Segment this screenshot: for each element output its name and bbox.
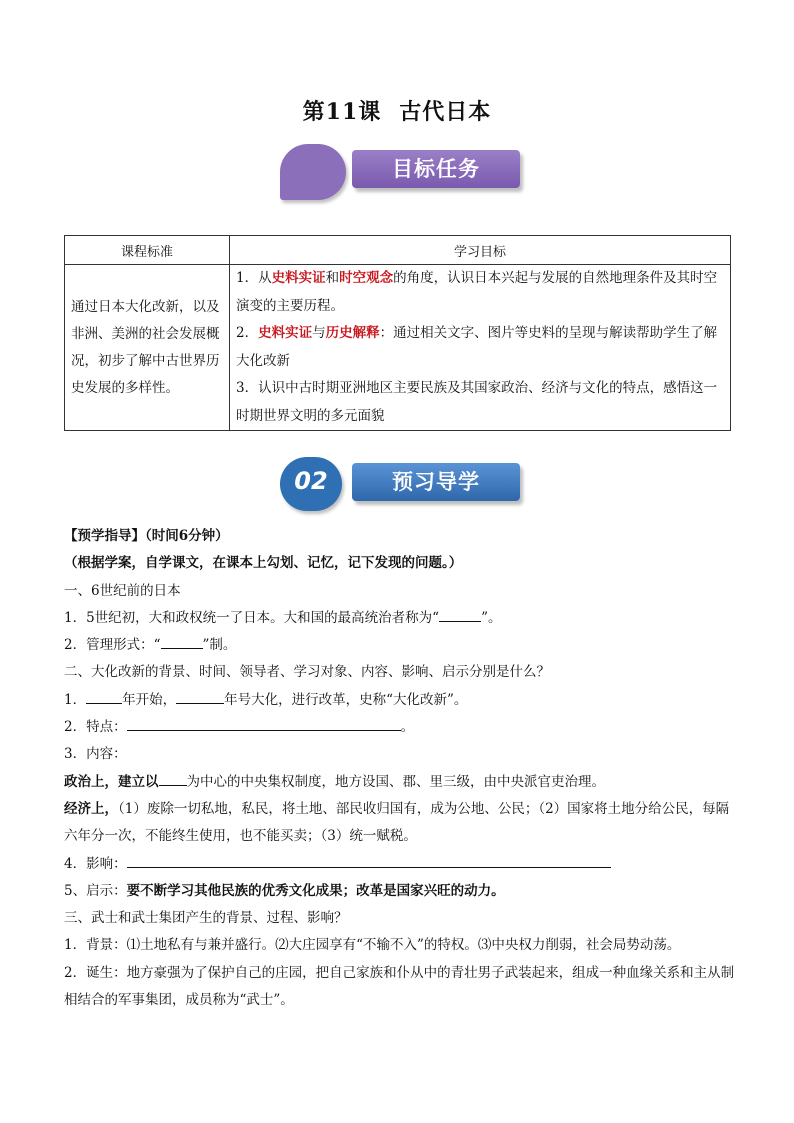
answer-blank[interactable] [86,689,122,704]
objective-1: 1．从史料实证和时空观念的角度，认识日本兴起与发展的自然地理条件及其时空演变的主要历程。 [236,270,718,314]
header-standard: 课程标准 [65,236,230,265]
standard-cell: 通过日本大化改新，以及非洲、美洲的社会发展概况，初步了解中古世界历史发展的多样性。 [65,265,230,431]
section-3-title: 三、武士和武士集团产生的背景、过程、影响？ [64,910,348,927]
preview-banner [280,455,525,515]
answer-blank[interactable] [127,716,401,731]
page-title [0,95,794,126]
s1-q2: 2．管理形式：“ ”制。 [64,632,736,659]
answer-blank[interactable] [159,771,187,786]
answer-blank[interactable] [439,607,481,622]
lesson-name: 古代日本 [399,99,492,125]
answer-blank[interactable] [127,853,611,868]
s3-q1: 1．背景：⑴土地私有与兼并盛行。⑵大庄园享有“不输不入”的特权。⑶中央权力削弱，社会局势动荡。 [64,937,681,954]
s3-q2: 2．诞生：地方豪强为了保护自己的庄园，把自己家族和仆从中的青壮男子武装起来，组成一种血缘关系和主从制相结合的军事集团，成员称为“武士”。 [64,964,735,1009]
s2-politics: 政治上，建立以 为中心的中央集权制度，地方设国、郡、里三级，由中央派官吏治理。 [64,769,736,796]
s2-q4: 4．影响： [64,851,736,878]
guide-instruction: （根据学案，自学课文，在课本上勾划、记忆，记下发现的问题。） [64,555,463,572]
target-banner-label: 目标任务 [352,150,520,188]
section-2-title: 二、大化改新的背景、时间、领导者、学习对象、内容、影响、启示分别是什么？ [64,664,550,681]
objective-3: 3．认识中古时期亚洲地区主要民族及其国家政治、经济与文化的特点，感悟这一时期世界文明的多元面貌 [236,380,718,424]
section-1-title: 一、6世纪前的日本 [64,582,181,599]
answer-blank[interactable] [176,689,224,704]
lesson-number: 第11课 [302,99,382,125]
target-banner [280,142,525,202]
preview-banner-label: 预习导学 [352,463,520,501]
objective-2: 2．史料实证与历史解释：通过相关文字、图片等史料的呈现与解读帮助学生了解大化改新 [236,325,718,369]
table-header-row [65,236,731,265]
s2-q5: 5、启示：要不断学习其他民族的优秀文化成果；改革是国家兴旺的动力。 [64,882,505,899]
header-objectives: 学习目标 [230,236,731,265]
guide-body [64,523,736,1014]
table-row [65,265,731,431]
answer-blank[interactable] [161,634,203,649]
objectives-cell [230,265,731,431]
s2-q2: 2．特点： 。 [64,714,736,741]
s2-economy: 经济上，（1）废除一切私地，私民，将土地、部民收归国有，成为公地、公民；（2）国家将土地分给公民，每隔六年分一次，不能终生使用，也不能买卖；（3）统一赋税。 [64,800,730,845]
s2-q3: 3．内容： [64,746,127,763]
guide-heading: 【预学指导】（时间6分钟） [64,528,229,544]
s2-q1: 1． 年开始， 年号大化，进行改革，史称“大化改新”。 [64,687,736,714]
goals-table [64,235,731,431]
leaf-icon [280,144,346,200]
section-number: 02 [294,467,328,495]
s1-q1: 1．5世纪初，大和政权统一了日本。大和国的最高统治者称为“ ”。 [64,605,736,632]
